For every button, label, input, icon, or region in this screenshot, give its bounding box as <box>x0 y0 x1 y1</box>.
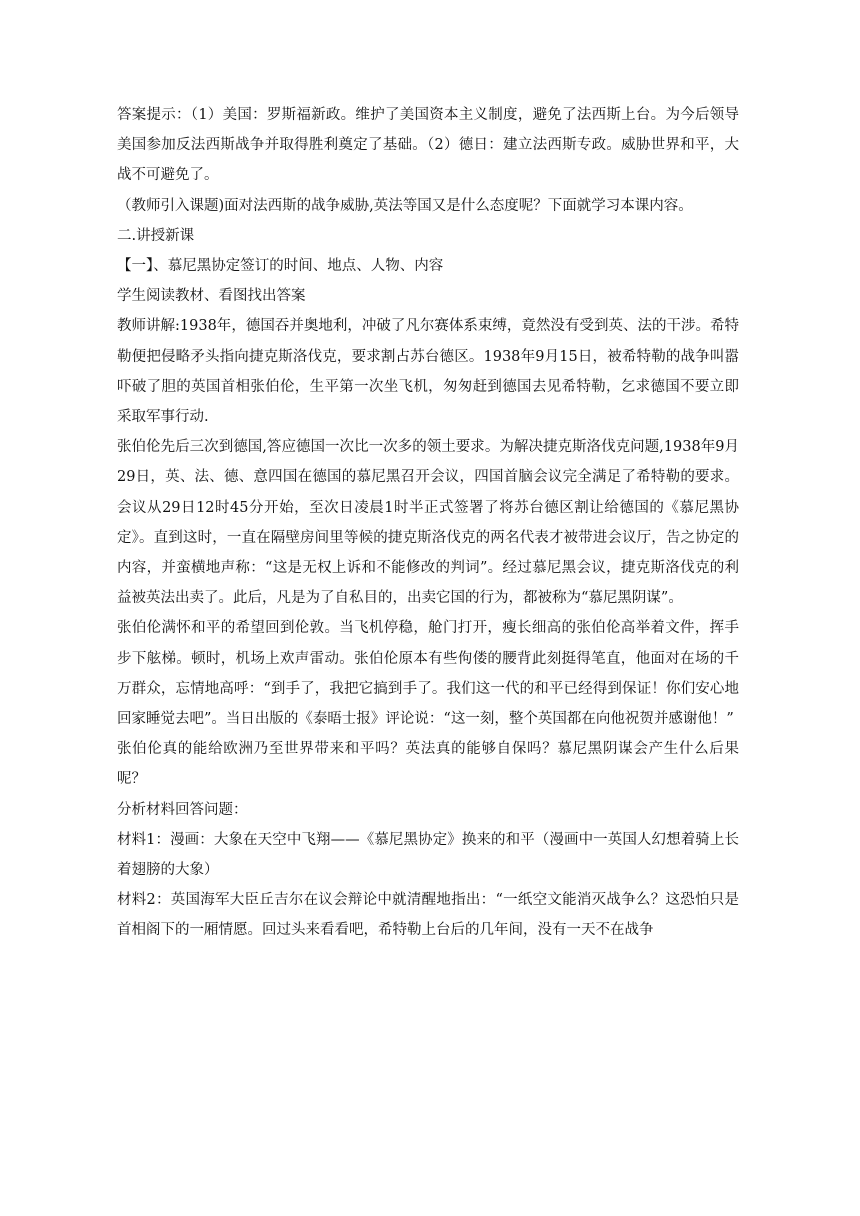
question-paragraph: 张伯伦真的能给欧洲乃至世界带来和平吗？英法真的能够自保吗？慕尼黑阴谋会产生什么后果呢？ <box>117 741 739 788</box>
section-heading: 二.讲授新课 <box>117 227 195 244</box>
student-task-paragraph: 学生阅读教材、看图找出答案 <box>117 288 306 305</box>
document-body <box>117 100 739 946</box>
analysis-heading: 分析材料回答问题： <box>117 801 248 818</box>
material-1-paragraph: 材料1：漫画：大象在天空中飞翔——《慕尼黑协定》换来的和平（漫画中一英国人幻想着骑上长着翅膀的大象） <box>117 831 739 879</box>
munich-conference-paragraph: 张伯伦先后三次到德国,答应德国一次比一次多的领土要求。为解决捷克斯洛伐克问题,1938年9月29日，英、法、德、意四国在德国的慕尼黑召开会议，四国首脑会议完全满足了希特勒的要求。会议从29日12时45分开始，至次日凌晨1时半正式签署了将苏台德区割让给德国的《慕尼黑协定》。直到这时，一直在隔壁房间里等候的捷克斯洛伐克的两名代表才被带进会议厅，告之协定的内容，并蛮横地声称：“这是无权上诉和不能修改的判词”。经过慕尼黑会议，捷克斯洛伐克的利益被英法出卖了。此后，凡是为了自私目的，出卖它国的行为，都被称为“慕尼黑阴谋”。 <box>117 439 739 607</box>
teacher-explanation-paragraph: 教师讲解:1938年，德国吞并奥地利，冲破了凡尔赛体系束缚，竟然没有受到英、法的干涉。希特勒便把侵略矛头指向捷克斯洛伐克，要求割占苏台德区。1938年9月15日，被希特勒的战争叫嚣吓破了胆的英国首相张伯伦，生平第一次坐飞机，匆匆赶到德国去见希特勒，乞求德国不要立即采取军事行动. <box>117 318 739 426</box>
lesson-intro-paragraph: （教师引入课题)面对法西斯的战争威胁,英法等国又是什么态度呢？下面就学习本课内容。 <box>117 197 693 214</box>
answer-hint-paragraph: 答案提示：（1）美国：罗斯福新政。维护了美国资本主义制度，避免了法西斯上台。为今后领导美国参加反法西斯战争并取得胜利奠定了基础。（2）德日：建立法西斯专政。威胁世界和平，大战不可避免了。 <box>117 107 739 184</box>
subsection-heading: 【一】、慕尼黑协定签订的时间、地点、人物、内容 <box>117 258 444 275</box>
chamberlain-return-paragraph: 张伯伦满怀和平的希望回到伦敦。当飞机停稳，舱门打开，瘦长细高的张伯伦高举着文件，挥手步下舷梯。顿时，机场上欢声雷动。张伯伦原本有些佝偻的腰背此刻挺得笔直，他面对在场的千万群众，忘情地高呼：“到手了，我把它搞到手了。我们这一代的和平已经得到保证！你们安心地回家睡觉去吧”。当日出版的《泰晤士报》评论说：“这一刻，整个英国都在向他祝贺并感谢他！” <box>117 620 739 728</box>
material-2-paragraph: 材料2：英国海军大臣丘吉尔在议会辩论中就清醒地指出：“一纸空文能消灭战争么？这恐怕只是首相阁下的一厢情愿。回过头来看看吧，希特勒上台后的几年间，没有一天不在战争 <box>117 892 739 939</box>
